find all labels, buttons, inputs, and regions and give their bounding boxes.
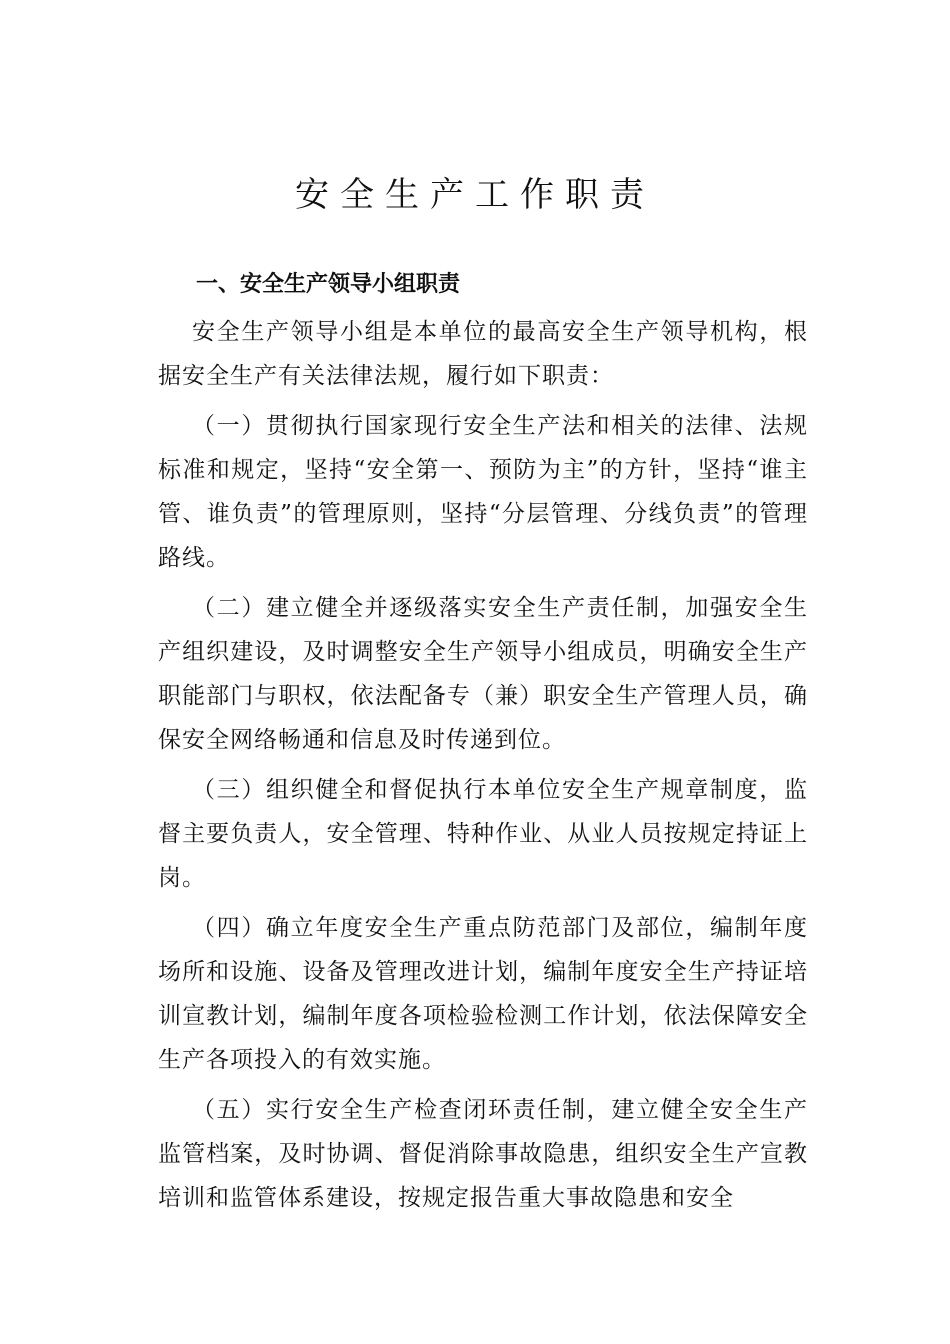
- intro-paragraph: 安全生产领导小组是本单位的最高安全生产领导机构，根据安全生产有关法律法规，履行如下职责：: [158, 319, 808, 389]
- duty-item-1: （一）贯彻执行国家现行安全生产法和相关的法律、法规标准和规定，坚持“安全第一、预防为主”的方针，坚持“谁主管、谁负责”的管理原则，坚持“分层管理、分线负责”的管理路线。: [158, 413, 808, 571]
- document-body: [158, 262, 808, 1220]
- document-title: 安全生产工作职责: [295, 175, 655, 215]
- duty-item-2: （二）建立健全并逐级落实安全生产责任制，加强安全生产组织建设，及时调整安全生产领导小组成员，明确安全生产职能部门与职权，依法配备专（兼）职安全生产管理人员，确保安全网络畅通和信息及时传递到位。: [158, 595, 808, 753]
- duty-item-5: （五）实行安全生产检查闭环责任制，建立健全安全生产监管档案，及时协调、督促消除事故隐患，组织安全生产宣教培训和监管体系建设，按规定报告重大事故隐患和安全: [158, 1097, 808, 1211]
- duty-item-4: （四）确立年度安全生产重点防范部门及部位，编制年度场所和设施、设备及管理改进计划，编制年度安全生产持证培训宣教计划，编制年度各项检验检测工作计划，依法保障安全生产各项投入的有效实施。: [158, 915, 808, 1073]
- duty-item-3: （三）组织健全和督促执行本单位安全生产规章制度，监督主要负责人，安全管理、特种作业、从业人员按规定持证上岗。: [158, 777, 808, 891]
- section-heading: 一、安全生产领导小组职责: [196, 272, 461, 297]
